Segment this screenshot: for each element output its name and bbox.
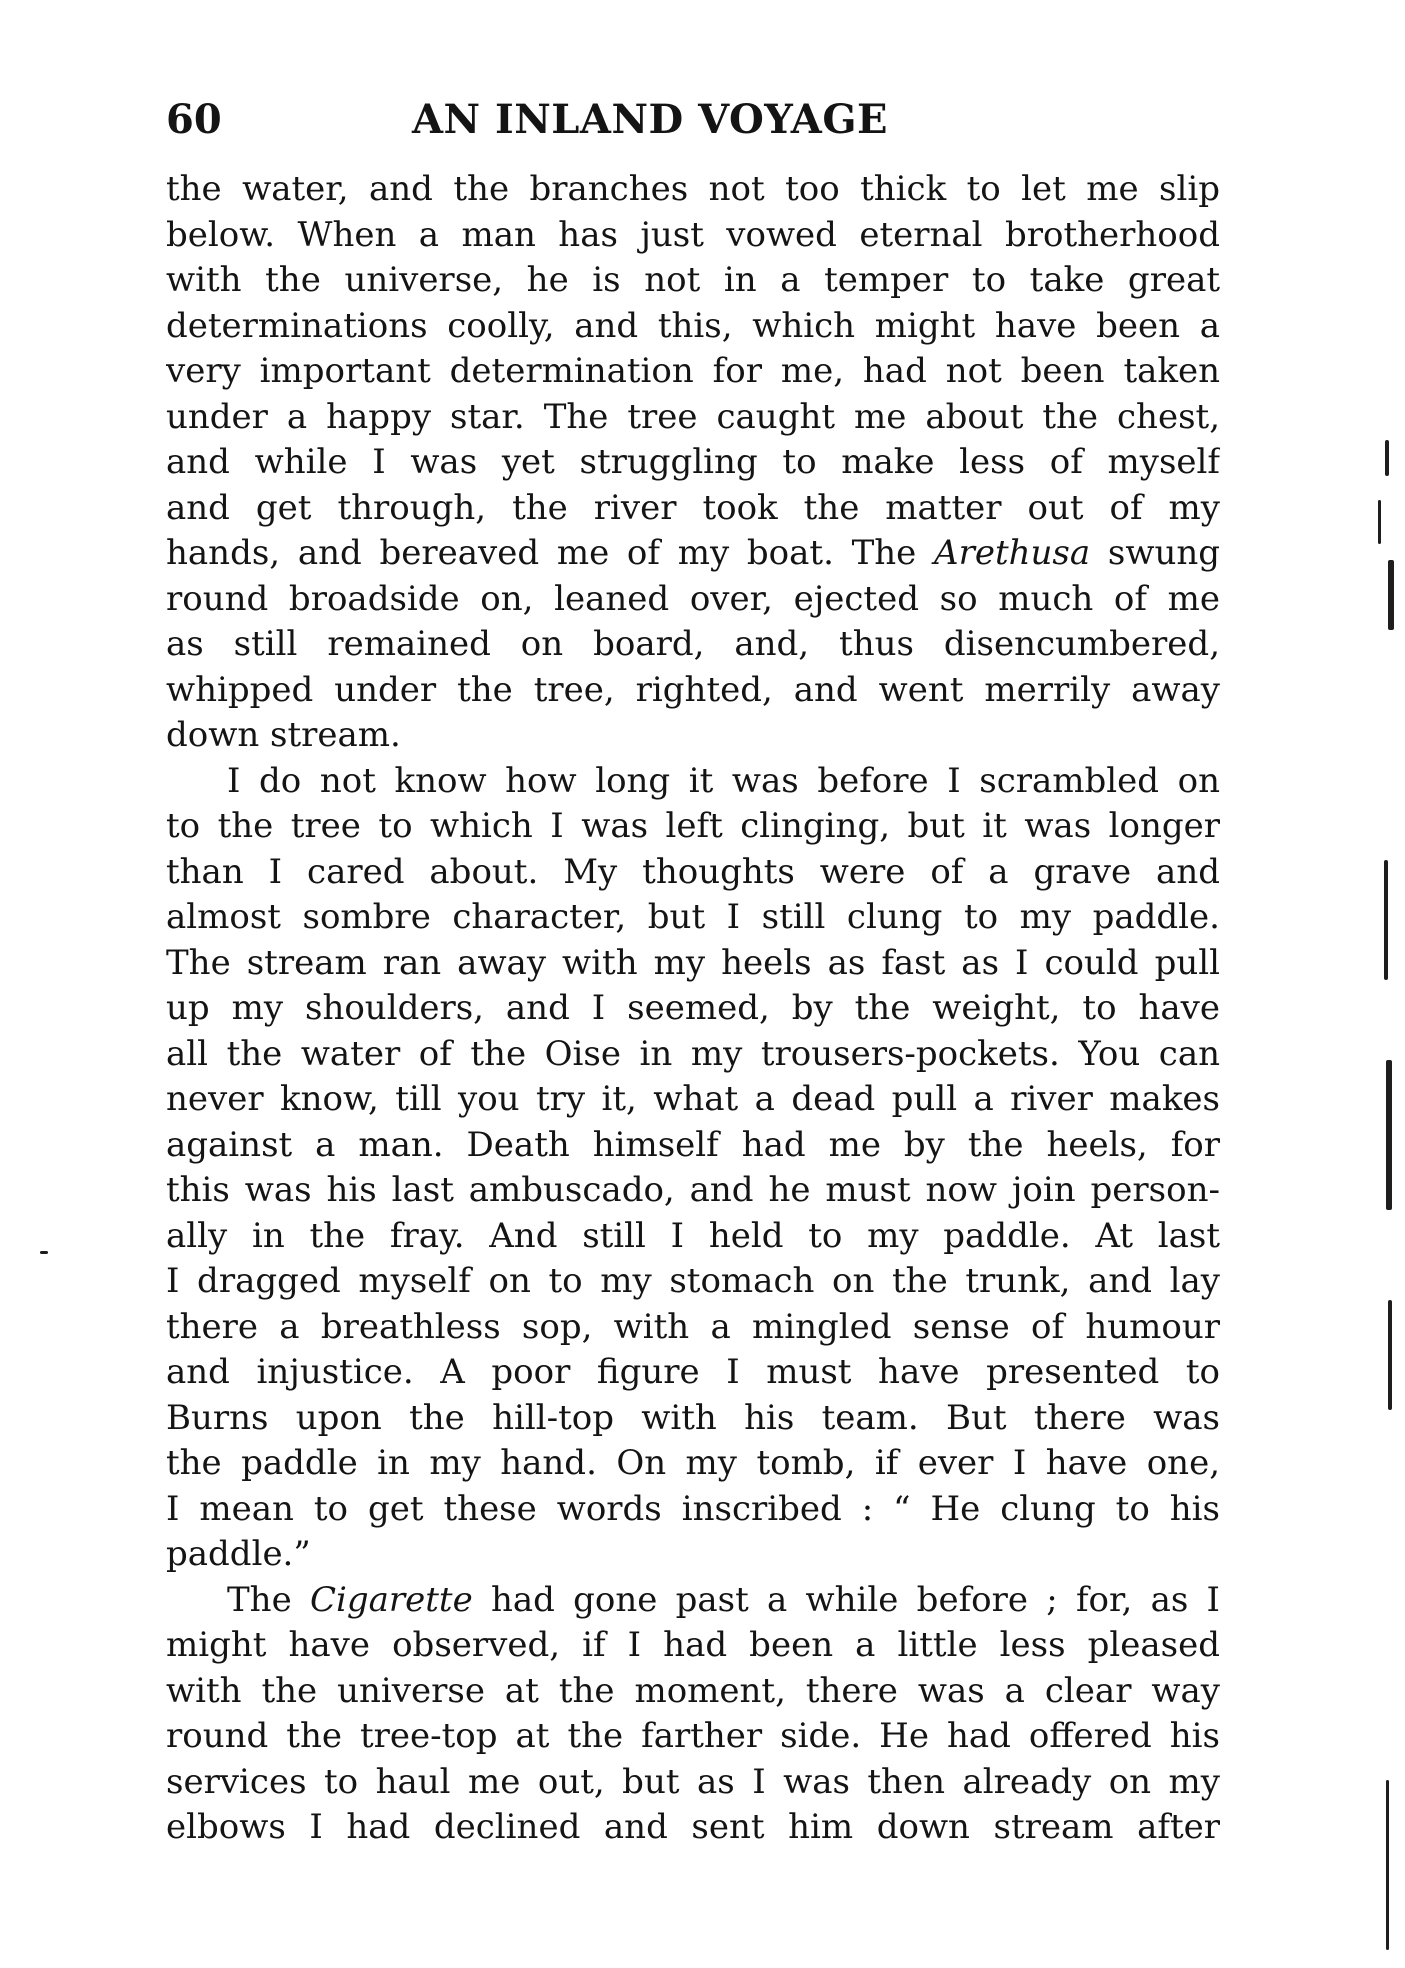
text-line: [166, 486, 1220, 532]
text-line: [166, 759, 1220, 805]
text-segment: very important determination for me, had not been taken: [166, 351, 1220, 391]
text-line: [166, 349, 1220, 395]
text-line: [166, 1214, 1220, 1260]
text-segment: round the tree-top at the farther side. He had offered his: [166, 1716, 1220, 1756]
text-segment: whipped under the tree, righted, and went merrily away: [166, 669, 1220, 710]
text-segment: never know, till you try it, what a dead pull a river makes: [166, 1079, 1220, 1119]
text-line: [166, 895, 1220, 941]
text-line: [166, 1168, 1220, 1214]
text-line: [166, 1259, 1220, 1305]
text-segment: than I cared about. My thoughts were of a grave and: [166, 851, 1220, 892]
text-segment: elbows I had declined and sent him down stream after: [166, 1807, 1220, 1847]
text-line: [166, 941, 1220, 987]
text-segment: hands, and bereaved me of my boat. The: [166, 533, 935, 573]
page-header: [166, 92, 1220, 148]
text-line: [166, 304, 1220, 350]
text-segment: all the water of the Oise in my trousers-pockets. You can: [166, 1033, 1220, 1074]
text-line: [166, 1623, 1220, 1669]
text-segment: against a man. Death himself had me by the heels, for: [166, 1124, 1220, 1165]
text-segment: the water, and the branches not too thick to let me slip: [166, 169, 1220, 209]
text-segment: with the universe, he is not in a temper to take great: [166, 260, 1220, 300]
text-segment: with the universe at the moment, there was a clear way: [166, 1670, 1220, 1711]
text-segment: under a happy star. The tree caught me about the chest,: [166, 396, 1220, 437]
text-segment: ally in the fray. And still I held to my paddle. At last: [166, 1215, 1220, 1256]
text-line: [166, 577, 1220, 623]
text-line: [166, 668, 1220, 714]
text-segment: below. When a man has just vowed eternal brotherhood: [166, 214, 1220, 255]
scan-edge-mark: [1378, 500, 1381, 544]
text-segment: as still remained on board, and, thus disencumbered,: [166, 624, 1220, 664]
page-number: 60: [166, 96, 222, 143]
scan-edge-mark: [1388, 560, 1394, 630]
text-line: [166, 1487, 1220, 1533]
text-line: [166, 213, 1220, 259]
text-segment: to the tree to which I was left clinging, but it was longer: [166, 806, 1220, 846]
text-line: [166, 713, 1220, 759]
text-segment: determinations coolly, and this, which might have been a: [166, 305, 1220, 346]
text-segment: Burns upon the hill-top with his team. But there was: [166, 1397, 1220, 1438]
text-segment: had gone past a while before ; for, as I: [472, 1579, 1220, 1620]
text-line: [166, 1669, 1220, 1715]
text-segment: services to haul me out, but as I was then already on my: [166, 1761, 1220, 1802]
scan-edge-mark: [1386, 1780, 1389, 1950]
text-segment: paddle.”: [166, 1534, 311, 1574]
text-segment: this was his last ambuscado, and he must now join person-: [166, 1170, 1220, 1210]
text-segment: round broadside on, leaned over, ejected so much of me: [166, 578, 1220, 619]
scan-edge-mark: [1388, 1300, 1392, 1410]
text-segment: the paddle in my hand. On my tomb, if ever I have one,: [166, 1443, 1220, 1483]
text-line: [166, 850, 1220, 896]
text-line: [166, 622, 1220, 668]
text-line: [166, 1805, 1220, 1851]
text-segment: down stream.: [166, 715, 401, 755]
scan-edge-mark: [1385, 440, 1389, 476]
text-line: [166, 1396, 1220, 1442]
text-segment: and get through, the river took the matter out of my: [166, 487, 1220, 528]
text-line: [166, 1123, 1220, 1169]
scan-edge-mark: [1386, 1060, 1392, 1210]
text-line: [166, 804, 1220, 850]
running-title: AN INLAND VOYAGE: [412, 96, 888, 143]
italic-boat-name: Cigarette: [309, 1579, 473, 1620]
text-segment: I dragged myself on to my stomach on the trunk, and lay: [166, 1261, 1220, 1301]
text-line: [166, 1077, 1220, 1123]
text-line: [166, 1714, 1220, 1760]
text-line: [166, 986, 1220, 1032]
text-segment: The: [227, 1579, 310, 1620]
text-segment: I do not know how long it was before I scrambled on: [227, 760, 1220, 801]
text-line: [166, 440, 1220, 486]
text-segment: and injustice. A poor figure I must have presented to: [166, 1352, 1220, 1392]
text-line: [166, 1350, 1220, 1396]
text-segment: there a breathless sop, with a mingled sense of humour: [166, 1306, 1220, 1347]
text-line: [166, 531, 1220, 577]
text-segment: I mean to get these words inscribed : “ He clung to his: [166, 1488, 1220, 1529]
text-segment: might have observed, if I had been a little less pleased: [166, 1625, 1220, 1665]
text-line: [166, 258, 1220, 304]
italic-boat-name: Arethusa: [934, 533, 1091, 573]
text-line: [166, 1032, 1220, 1078]
text-line: [166, 1578, 1220, 1624]
text-segment: and while I was yet struggling to make less of myself: [166, 442, 1220, 482]
text-line: [166, 1441, 1220, 1487]
text-line: [166, 1305, 1220, 1351]
text-segment: The stream ran away with my heels as fast as I could pull: [166, 942, 1220, 983]
text-line: [166, 1532, 1220, 1578]
text-line: [166, 167, 1220, 213]
scan-edge-mark: [1384, 860, 1388, 980]
text-segment: up my shoulders, and I seemed, by the weight, to have: [166, 988, 1220, 1028]
scan-edge-mark: [40, 1251, 48, 1254]
text-line: [166, 395, 1220, 441]
text-line: [166, 1760, 1220, 1806]
text-segment: almost sombre character, but I still clung to my paddle.: [166, 897, 1220, 937]
body-text: [166, 167, 1220, 1851]
text-segment: swung: [1090, 533, 1220, 573]
